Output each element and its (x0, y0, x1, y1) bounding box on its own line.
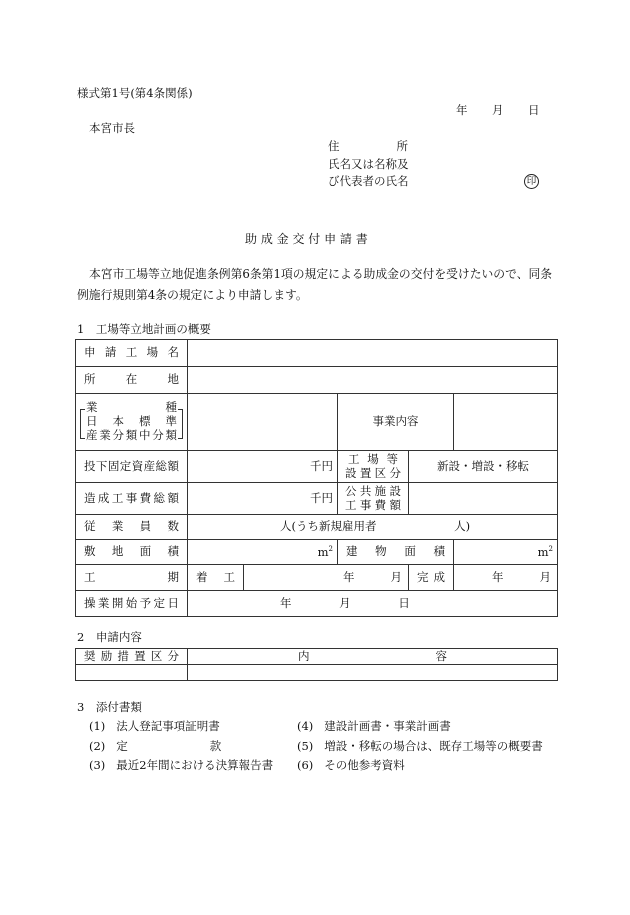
fixed-assets-field[interactable] (188, 451, 338, 483)
employees-text-2: 人) (454, 519, 471, 534)
building-area-label: 建 物 面 積 (338, 540, 454, 565)
industry-field[interactable] (188, 394, 338, 451)
left-bracket (80, 409, 85, 439)
content-header: 内 容 (188, 649, 558, 665)
section1-heading: 1 工場等立地計画の概要 (77, 322, 211, 336)
name-label-line1: 氏名又は名称及 (328, 157, 409, 171)
section3-heading: 3 添付書類 (77, 700, 142, 714)
addressee: 本宮市長 (89, 121, 135, 135)
public-facility-field[interactable] (409, 483, 558, 515)
unit-sqm: $m^2$ (537, 544, 554, 559)
operation-start-label: 操 業 開 始 予 定 日 (76, 591, 188, 617)
attachment-item: (5) 増設・移転の場合は、既存工場等の概要書 (297, 739, 543, 753)
site-area-field[interactable] (188, 540, 338, 565)
construction-cost-label: 造 成 工 事 費 総 額 (76, 483, 188, 515)
unit-thousand-yen: 千円 (310, 458, 333, 473)
period-label: 工 期 (76, 565, 188, 591)
attachment-item: (3) 最近2年間における決算報告書 (89, 758, 274, 772)
seal-icon: 印 (524, 174, 539, 189)
section2-heading: 2 申請内容 (77, 630, 142, 644)
attachment-item: (2) 定 款 (89, 739, 222, 753)
start-date-field[interactable]: 年 月 (244, 565, 409, 591)
incentive-category-field[interactable] (76, 665, 188, 681)
address-label: 住 所 (328, 139, 408, 153)
business-content-field[interactable] (454, 394, 558, 451)
industry-label: 業 種 日 本 標 準 産 業 分 類 中 分 類 (76, 394, 188, 451)
operation-start-field[interactable]: 年 月 日 (188, 591, 558, 617)
date-year: 年 (456, 103, 468, 117)
business-content-label: 事業内容 (338, 394, 454, 451)
fixed-assets-label: 投 下 固 定 資 産 総 額 (76, 451, 188, 483)
form-number: 様式第1号(第4条関係) (77, 86, 193, 100)
employees-text-1: 人(うち新規雇用者 (280, 519, 377, 534)
factory-name-field[interactable] (188, 340, 558, 367)
application-content-table (75, 648, 558, 681)
site-area-label: 敷 地 面 積 (76, 540, 188, 565)
incentive-category-header: 奨 励 措 置 区 分 (76, 649, 188, 665)
factory-class-options[interactable]: 新設・増設・移転 (409, 451, 558, 483)
public-facility-label: 公 共 施 設 工 事 費 額 (338, 483, 409, 515)
attachment-item: (1) 法人登記事項証明書 (89, 719, 220, 733)
completion-date-field[interactable]: 年 月 (454, 565, 558, 591)
attachment-item: (6) その他参考資料 (297, 758, 405, 772)
right-bracket (178, 409, 183, 439)
unit-sqm: $m^2$ (317, 544, 333, 559)
unit-thousand-yen: 千円 (310, 490, 333, 505)
factory-name-label: 申 請 工 場 名 (76, 340, 188, 367)
employees-label: 従 業 員 数 (76, 515, 188, 540)
start-label: 着 工 (188, 565, 244, 591)
seal-mark (524, 174, 539, 189)
construction-cost-field[interactable] (188, 483, 338, 515)
location-field[interactable] (188, 367, 558, 394)
body-text: 本宮市工場等立地促進条例第6条第1項の規定による助成金の交付を受けたいので、同条例施行規則第4条の規定により申請します。 (77, 267, 553, 302)
name-label-line2: び代表者の氏名 (328, 174, 409, 188)
date-day: 日 (528, 103, 540, 117)
attachment-item: (4) 建設計画書・事業計画書 (297, 719, 451, 733)
document-title: 助 成 金 交 付 申 請 書 (245, 232, 368, 246)
employees-field[interactable] (188, 515, 558, 540)
building-area-field[interactable] (454, 540, 558, 565)
plan-overview-table (75, 339, 558, 617)
completion-label: 完 成 (409, 565, 454, 591)
content-field[interactable] (188, 665, 558, 681)
factory-class-label: 工 場 等 設 置 区 分 (338, 451, 409, 483)
date-month: 月 (492, 103, 504, 117)
location-label: 所 在 地 (76, 367, 188, 394)
